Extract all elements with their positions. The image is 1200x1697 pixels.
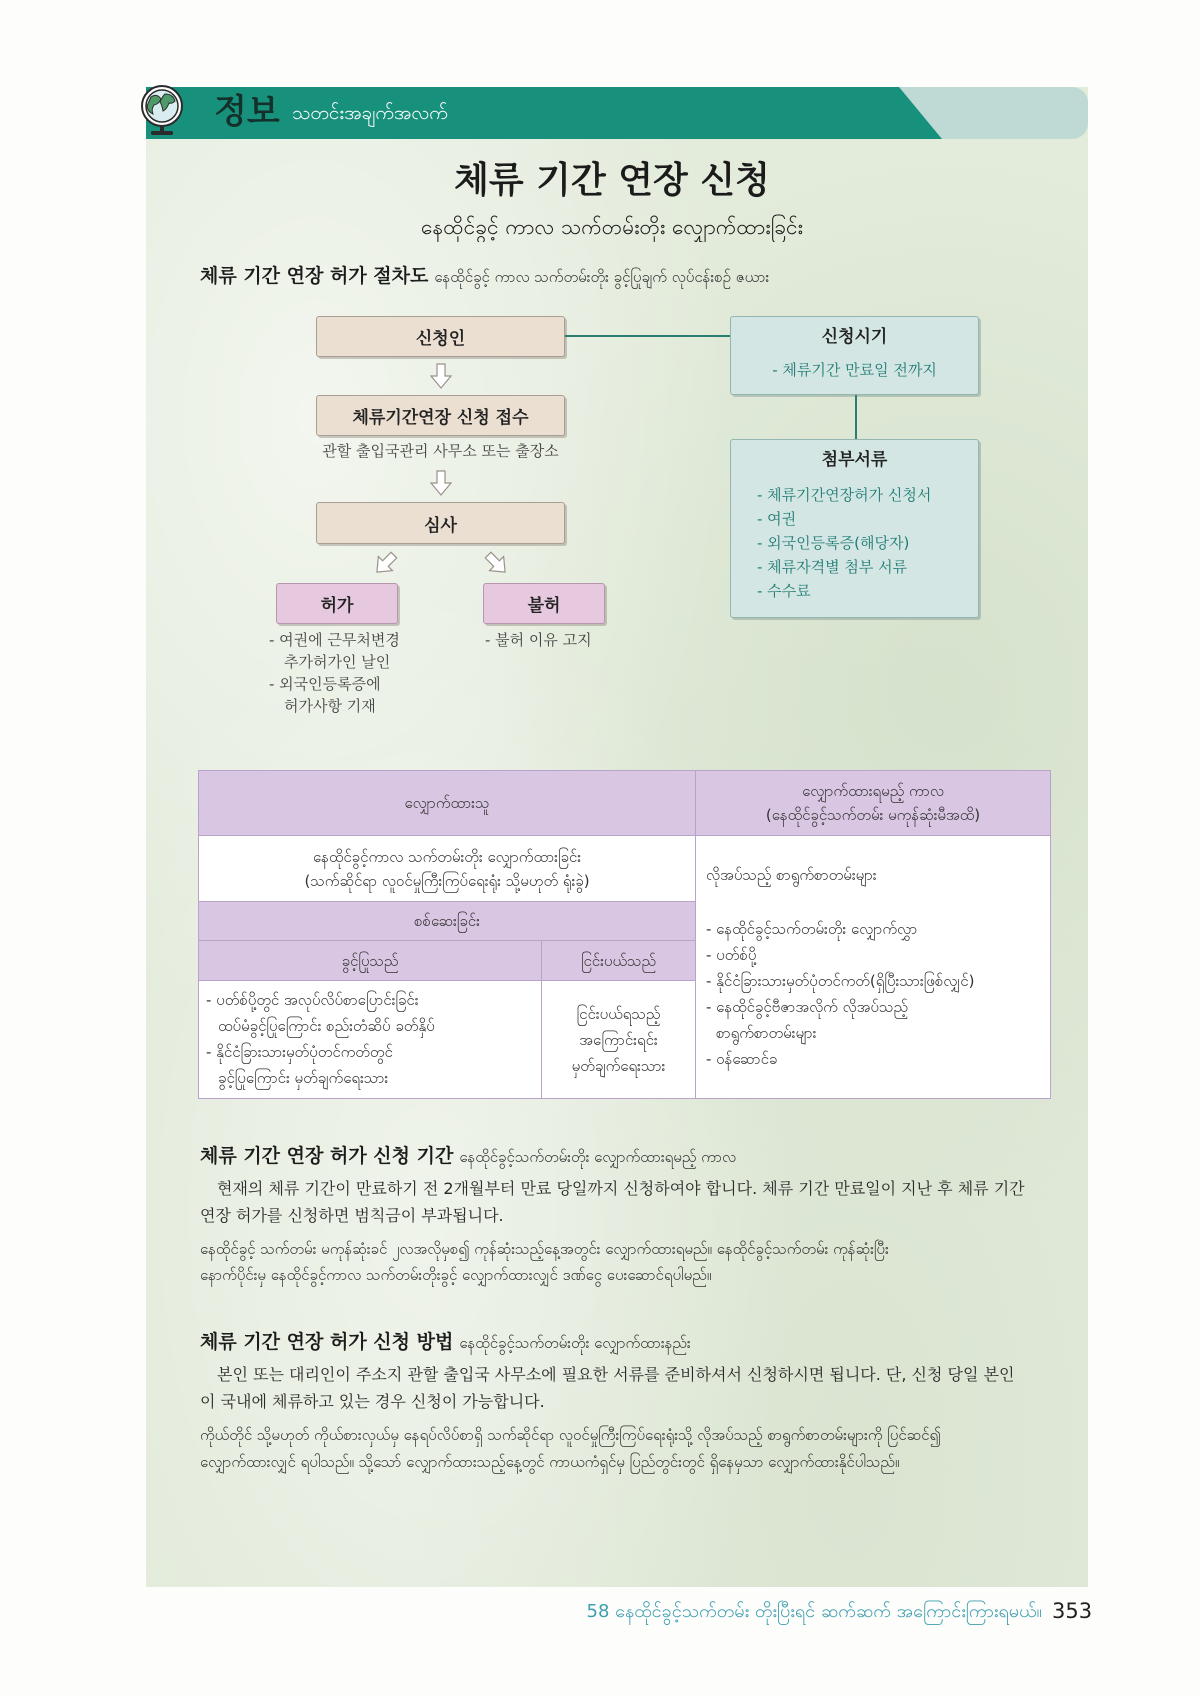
- period-paragraph-ko-line: 연장 허가를 신청하면 범칙금이 부과됩니다.: [200, 1206, 504, 1225]
- page-title: 체류 기간 연장 신청: [454, 160, 770, 201]
- timing-items: [731, 358, 978, 382]
- table-deny-note: အကြောင်းရင်း: [579, 1030, 658, 1049]
- period-heading: [200, 1143, 1060, 1170]
- table-documents-list: [706, 916, 974, 1072]
- approve-notes: [269, 629, 400, 717]
- period-heading-ko: 체류 기간 연장 허가 신청 기간: [200, 1145, 454, 1167]
- document-item: - 수수료: [757, 582, 811, 600]
- document-item: - 체류자격별 첨부 서류: [757, 558, 908, 576]
- document-item: - 체류기간연장허가 신청서: [757, 486, 932, 504]
- deny-note: - 불허 이유 고지: [485, 631, 592, 649]
- globe-icon: [136, 83, 188, 137]
- table-header-period-label: လျှောက်ထားရမည့် ကာလ: [802, 782, 944, 800]
- deny-box: [483, 583, 605, 624]
- table-approve-note: - နိုင်ငံခြားသားမှတ်ပုံတင်ကတ်တွင်: [206, 1043, 393, 1061]
- section-badge: 정보: [214, 92, 280, 132]
- documents-title: 첨부서류: [821, 450, 888, 470]
- table-deny-note: မှတ်ချက်ရေးသား: [571, 1056, 666, 1075]
- arrow-down-icon: [430, 363, 452, 393]
- applicant-label: 신청인: [415, 329, 466, 349]
- connector-line: [565, 335, 730, 337]
- timing-box: [730, 316, 979, 395]
- arrow-down-icon: [430, 470, 452, 500]
- table-deny-cell: [542, 981, 695, 1098]
- table-approve-note: ခွင့်ပြုကြောင်း မှတ်ချက်ရေးသား: [218, 1069, 389, 1087]
- method-heading-ko: 체류 기간 연장 허가 신청 방법: [200, 1331, 454, 1353]
- timing-title: 신청시기: [821, 327, 888, 347]
- footer-chapter-title: 58 နေထိုင်ခွင့်သက်တမ်း တိုးပြီးရင် ဆက်ဆက် အကြောင်းကြားရမယ်။: [586, 1601, 1042, 1622]
- applicant-box: [316, 316, 565, 357]
- table-documents-cell: [696, 836, 1050, 1098]
- method-paragraph-my-line: ကိုယ်တိုင် သို့မဟုတ် ကိုယ်စားလှယ်မှ နေရပ်လိပ်စာရှိ သက်ဆိုင်ရာ လူဝင်မှုကြီးကြပ်ရေးရုံးသို့ လိုအပ်သည့် စာရွက်စာတမ်းများကို ပြင်ဆင်၍: [200, 1426, 941, 1444]
- table-approve-label: ခွင့်ပြုသည်: [341, 951, 399, 970]
- period-heading-my: နေထိုင်ခွင့်သက်တမ်းတိုး လျှောက်ထားရမည့် ကာလ: [459, 1148, 737, 1166]
- period-paragraph-my-line: နောက်ပိုင်းမှ နေထိုင်ခွင့်ကာလ သက်တမ်းတိုးခွင့် လျှောက်ထားလျှင် ဒဏ်ငွေ ပေးဆောင်ရပါမည်။: [200, 1266, 712, 1284]
- table-header-period: [696, 771, 1050, 835]
- review-box: [316, 502, 565, 544]
- table-approve-header: [199, 941, 541, 980]
- method-paragraph-ko-line: 이 국내에 체류하고 있는 경우 신청이 가능합니다.: [200, 1392, 545, 1411]
- section-badge-translation: သတင်းအချက်အလက်: [292, 102, 448, 124]
- procedure-table: [198, 770, 1051, 1099]
- table-document-item: - နိုင်ငံခြားသားမှတ်ပုံတင်ကတ်(ရှိပြီးသားဖြစ်လျှင်): [706, 972, 975, 990]
- table-document-item: - ပတ်စ်ပို့: [706, 946, 757, 964]
- approve-label: 허가: [320, 596, 354, 616]
- receipt-note: 관할 출입국관리 사무소 또는 출장소: [322, 442, 559, 460]
- table-document-item: - နေထိုင်ခွင့်သက်တမ်းတိုး လျှောက်လွှာ: [706, 920, 918, 938]
- table-deny-header: [542, 941, 695, 980]
- connector-line: [855, 395, 857, 439]
- table-header-period-note: (နေထိုင်ခွင့်သက်တမ်း မကုန်ဆုံးမီအထိ): [765, 806, 981, 824]
- table-application-cell: [199, 836, 695, 901]
- document-item: - 외국인등록증(해당자): [757, 534, 910, 552]
- method-heading: [200, 1329, 1060, 1356]
- procedure-heading-my: နေထိုင်ခွင့် ကာလ သက်တမ်းတိုး ခွင့်ပြုချက် လုပ်ငန်းစဉ် ဇယား: [434, 268, 770, 286]
- document-item: - 여권: [757, 510, 797, 528]
- table-deny-note: ငြင်းပယ်ရသည့်: [576, 1004, 661, 1023]
- approve-note: - 외국인등록증에: [269, 675, 381, 693]
- table-document-item: - ဝန်ဆောင်ခ: [706, 1050, 778, 1068]
- approve-note: 허가사항 기재: [284, 697, 376, 715]
- review-label: 심사: [424, 515, 457, 536]
- period-paragraph-my-line: နေထိုင်ခွင့် သက်တမ်း မကုန်ဆုံးခင် ၂လအလိုမှစ၍ ကုန်ဆုံးသည့်နေ့အတွင်း လျှောက်ထားရမည်။ နေထိုင်ခွင့်သက်တမ်း ကုန်ဆုံးပြီး: [200, 1240, 889, 1258]
- documents-box: [730, 439, 979, 618]
- table-documents-title: လိုအပ်သည့် စာရွက်စာတမ်းများ: [706, 866, 877, 884]
- approve-note: - 여권에 근무처변경: [269, 631, 400, 649]
- method-paragraph-ko-line: 본인 또는 대리인이 주소지 관할 출입국 사무소에 필요한 서류를 준비하셔서 신청하시면 됩니다. 단, 신청 당일 본인: [217, 1365, 1015, 1384]
- deny-notes: [485, 629, 592, 651]
- page-number: 353: [1052, 1599, 1093, 1623]
- timing-item: - 체류기간 만료일 전까지: [772, 361, 937, 379]
- page-subtitle: နေထိုင်ခွင့် ကာလ သက်တမ်းတိုး လျှောက်ထားခြင်း: [421, 215, 803, 239]
- method-heading-my: နေထိုင်ခွင့်သက်တမ်းတိုး လျှောက်ထားနည်း: [459, 1334, 691, 1352]
- table-header-applicant: [199, 771, 695, 835]
- period-paragraph-ko-line: 현재의 체류 기간이 만료하기 전 2개월부터 만료 당일까지 신청하여야 합니다. 체류 기간 만료일이 지난 후 체류 기간: [217, 1179, 1025, 1198]
- table-header-applicant-label: လျှောက်ထားသူ: [404, 794, 490, 812]
- table-deny-label: ငြင်းပယ်သည်: [580, 951, 657, 970]
- approve-note: 추가허가인 날인: [284, 653, 391, 671]
- table-approve-cell: [199, 981, 541, 1098]
- table-document-item: - နေထိုင်ခွင့်ဗီဇာအလိုက် လိုအပ်သည့်: [706, 998, 908, 1016]
- table-review-header: [199, 902, 695, 940]
- table-application-note: (သက်ဆိုင်ရာ လူဝင်မှုကြီးကြပ်ရေးရုံး သို့မဟုတ် ရုံးခွဲ): [304, 871, 590, 890]
- table-document-item: စာရွက်စာတမ်းများ: [716, 1024, 817, 1042]
- table-review-label: စစ်ဆေးခြင်း: [414, 912, 480, 930]
- procedure-heading: [200, 263, 1060, 290]
- table-approve-note: ထပ်မံခွင့်ပြုကြောင်း စည်းတံဆိပ် ခတ်နှိပ်: [218, 1017, 435, 1035]
- table-application-label: နေထိုင်ခွင့်ကာလ သက်တမ်းတိုး လျှောက်ထားခြင်း: [312, 847, 582, 866]
- method-paragraph-my-line: လျှောက်ထားလျှင် ရပါသည်။ သို့သော် လျှောက်ထားသည့်နေ့တွင် ကာယကံရှင်မှ ပြည်တွင်းတွင် ရှိနေမှသာ လျှောက်ထားနိုင်ပါသည်။: [200, 1453, 900, 1471]
- procedure-heading-ko: 체류 기간 연장 허가 절차도: [200, 265, 429, 287]
- table-approve-note: - ပတ်စ်ပို့တွင် အလုပ်လိပ်စာပြောင်းခြင်း: [206, 991, 419, 1009]
- receipt-label: 체류기간연장 신청 접수: [352, 408, 529, 428]
- documents-list: [757, 483, 972, 603]
- deny-label: 불허: [527, 596, 561, 616]
- approve-box: [276, 583, 398, 624]
- receipt-box: [316, 395, 565, 436]
